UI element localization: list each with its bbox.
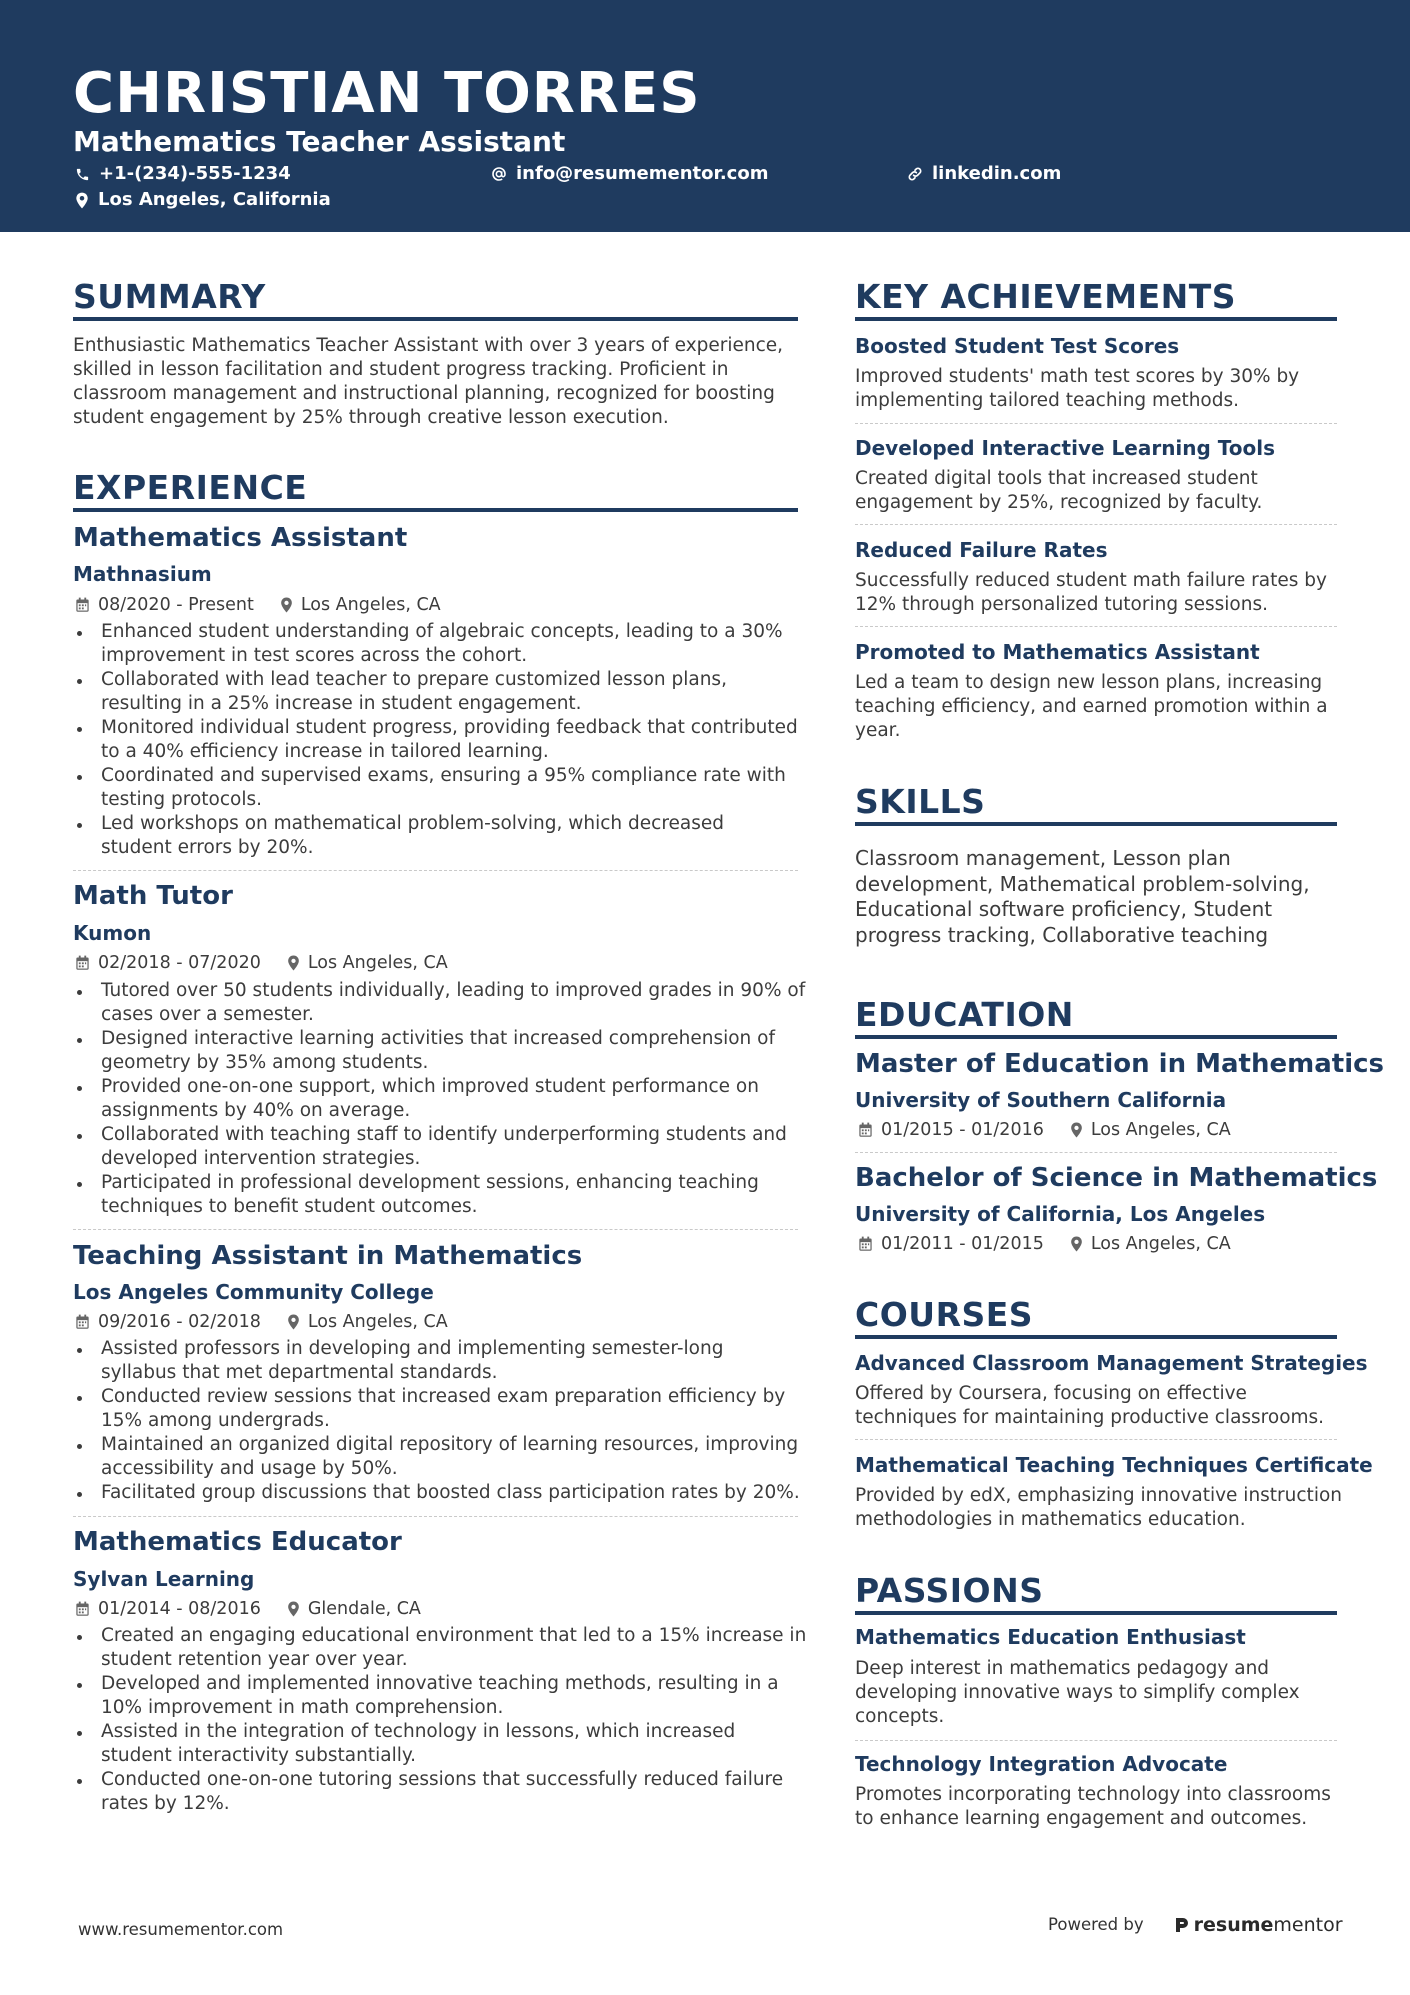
- list-item: Enhanced student understanding of algebraic concepts, leading to a 30% improvement in test scores across the cohort.: [73, 620, 813, 668]
- location-pin-icon: [287, 1601, 300, 1617]
- footer-powered-by: [1048, 1914, 1343, 1936]
- contact-email[interactable]: [491, 162, 768, 186]
- achievement-title: Reduced Failure Rates: [855, 538, 1108, 562]
- job-title: Mathematics Educator: [73, 1527, 402, 1557]
- list-item: Monitored individual student progress, providing feedback that contributed to a 40% efficiency increase in tailored learning.: [73, 716, 813, 764]
- job-company: Kumon: [73, 921, 152, 945]
- divider: [855, 1740, 1337, 1741]
- list-item: Led workshops on mathematical problem-solving, which decreased student errors by 20%.: [73, 812, 813, 860]
- contact-linkedin[interactable]: [907, 162, 1061, 186]
- list-item: Collaborated with lead teacher to prepare customized lesson plans, resulting in a 25% increase in student engagement.: [73, 668, 813, 716]
- list-item: Tutored over 50 students individually, leading to improved grades in 90% of cases over a semester.: [73, 979, 813, 1027]
- phone-text: +1-(234)-555-1234: [99, 163, 291, 184]
- calendar-icon: [75, 1314, 90, 1330]
- education-dates: 01/2011 - 01/2015: [881, 1234, 1044, 1254]
- location-pin-icon: [75, 192, 89, 209]
- resumementor-logo[interactable]: [1174, 1914, 1343, 1936]
- job-dates: 01/2014 - 08/2016: [98, 1599, 261, 1619]
- contact-location: [75, 188, 331, 212]
- divider: [73, 1516, 798, 1517]
- calendar-icon: [75, 955, 90, 971]
- divider: [855, 1152, 1337, 1153]
- list-item: Provided one-on-one support, which improved student performance on assignments by 40% on average.: [73, 1075, 813, 1123]
- location-pin-icon: [287, 955, 300, 971]
- candidate-role: Mathematics Teacher Assistant: [73, 125, 566, 158]
- divider: [73, 870, 798, 871]
- at-icon: [491, 166, 507, 182]
- job-company: Sylvan Learning: [73, 1567, 255, 1591]
- job-location: Los Angeles, CA: [280, 594, 441, 616]
- course-title: Mathematical Teaching Techniques Certificate: [855, 1453, 1373, 1477]
- footer-website-link[interactable]: www.resumementor.com: [78, 1920, 284, 1939]
- skills-heading: SKILLS: [855, 782, 986, 821]
- achievement-title: Boosted Student Test Scores: [855, 334, 1180, 358]
- linkedin-text: linkedin.com: [932, 163, 1062, 184]
- location-pin-icon: [1070, 1236, 1083, 1252]
- brand-bold: resume: [1193, 1914, 1274, 1936]
- passion-text: Deep interest in mathematics pedagogy and developing innovative ways to simplify complex concepts.: [855, 1658, 1300, 1727]
- course-text: Provided by edX, emphasizing innovative instruction methodologies in mathematics education.: [855, 1485, 1342, 1530]
- list-item: Participated in professional development sessions, enhancing teaching techniques to benefit student outcomes.: [73, 1171, 813, 1219]
- education-location: Los Angeles, CA: [1070, 1233, 1231, 1255]
- job-bullets: [73, 620, 813, 860]
- summary-rule: [73, 317, 798, 321]
- list-item: Created an engaging educational environment that led to a 15% increase in student retention year over year.: [73, 1624, 813, 1672]
- phone-icon: [75, 167, 90, 182]
- divider: [855, 1439, 1337, 1440]
- location-pin-icon: [280, 597, 293, 613]
- job-title: Teaching Assistant in Mathematics: [73, 1241, 583, 1271]
- school-name: University of Southern California: [855, 1088, 1227, 1112]
- resume-header: [0, 0, 1410, 232]
- job-meta: [75, 952, 448, 974]
- location-pin-icon: [287, 1314, 300, 1330]
- school-name: University of California, Los Angeles: [855, 1202, 1266, 1226]
- courses-rule: [855, 1335, 1337, 1339]
- job-location: Los Angeles, CA: [287, 1311, 448, 1333]
- list-item: Maintained an organized digital repository of learning resources, improving accessibility and usage by 50%.: [73, 1433, 813, 1481]
- job-location: Los Angeles, CA: [287, 952, 448, 974]
- powered-by-label: Powered by: [1048, 1915, 1144, 1934]
- job-meta: [75, 1598, 421, 1620]
- achievement-text: Created digital tools that increased student engagement by 25%, recognized by faculty.: [855, 468, 1263, 513]
- candidate-name: CHRISTIAN TORRES: [73, 61, 701, 126]
- contact-phone[interactable]: [75, 162, 291, 186]
- list-item: Facilitated group discussions that boosted class participation rates by 20%.: [73, 1481, 813, 1505]
- location-text: Los Angeles, California: [98, 189, 331, 210]
- achievements-rule: [855, 317, 1337, 321]
- experience-heading: EXPERIENCE: [73, 468, 308, 507]
- calendar-icon: [858, 1122, 873, 1138]
- divider: [855, 524, 1337, 525]
- resumementor-logo-icon: [1174, 1916, 1190, 1934]
- job-company: Mathnasium: [73, 562, 212, 586]
- achievements-heading: KEY ACHIEVEMENTS: [855, 277, 1237, 316]
- job-dates: 02/2018 - 07/2020: [98, 953, 261, 973]
- passion-title: Technology Integration Advocate: [855, 1752, 1228, 1776]
- job-dates: 08/2020 - Present: [98, 595, 254, 615]
- location-pin-icon: [1070, 1122, 1083, 1138]
- summary-heading: SUMMARY: [73, 277, 266, 316]
- list-item: Designed interactive learning activities that increased comprehension of geometry by 35% among students.: [73, 1027, 813, 1075]
- email-text: info@resumementor.com: [516, 163, 769, 184]
- list-item: Developed and implemented innovative teaching methods, resulting in a 10% improvement in math comprehension.: [73, 1672, 813, 1720]
- skills-rule: [855, 822, 1337, 826]
- education-dates: 01/2015 - 01/2016: [881, 1120, 1044, 1140]
- skills-text: Classroom management, Lesson plan development, Mathematical problem-solving, Educational software proficiency, Student progress tracking, Collaborative teaching: [855, 846, 1310, 947]
- list-item: Coordinated and supervised exams, ensuring a 95% compliance rate with testing protocols.: [73, 764, 813, 812]
- degree-title: Bachelor of Science in Mathematics: [855, 1163, 1378, 1193]
- experience-rule: [73, 508, 798, 512]
- education-meta: [858, 1233, 1231, 1255]
- achievement-text: Led a team to design new lesson plans, increasing teaching efficiency, and earned promotion within a year.: [855, 672, 1328, 741]
- course-text: Offered by Coursera, focusing on effective techniques for maintaining productive classrooms.: [855, 1383, 1325, 1428]
- courses-heading: COURSES: [855, 1295, 1034, 1334]
- list-item: Conducted review sessions that increased exam preparation efficiency by 15% among undergrads.: [73, 1385, 813, 1433]
- achievement-title: Promoted to Mathematics Assistant: [855, 640, 1260, 664]
- education-heading: EDUCATION: [855, 995, 1074, 1034]
- divider: [855, 423, 1337, 424]
- achievement-title: Developed Interactive Learning Tools: [855, 436, 1276, 460]
- passions-heading: PASSIONS: [855, 1571, 1044, 1610]
- education-meta: [858, 1119, 1231, 1141]
- education-location: Los Angeles, CA: [1070, 1119, 1231, 1141]
- divider: [73, 1229, 798, 1230]
- calendar-icon: [75, 597, 90, 613]
- degree-title: Master of Education in Mathematics: [855, 1049, 1384, 1079]
- list-item: Conducted one-on-one tutoring sessions that successfully reduced failure rates by 12%.: [73, 1768, 813, 1816]
- job-dates: 09/2016 - 02/2018: [98, 1312, 261, 1332]
- job-bullets: [73, 1337, 813, 1505]
- job-meta: [75, 1311, 448, 1333]
- job-bullets: [73, 1624, 813, 1816]
- calendar-icon: [75, 1601, 90, 1617]
- achievement-text: Improved students' math test scores by 30% by implementing tailored teaching methods.: [855, 366, 1300, 411]
- job-meta: [75, 594, 441, 616]
- course-title: Advanced Classroom Management Strategies: [855, 1351, 1368, 1375]
- achievement-text: Successfully reduced student math failure rates by 12% through personalized tutoring sessions.: [855, 570, 1327, 615]
- passion-title: Mathematics Education Enthusiast: [855, 1625, 1246, 1649]
- summary-text: Enthusiastic Mathematics Teacher Assistant with over 3 years of experience, skilled in lesson facilitation and student progress tracking. Proficient in classroom management and instructional planning, recognized for boosting student engagement by 25% through creative lesson execution.: [73, 335, 784, 428]
- passions-rule: [855, 1611, 1337, 1615]
- job-title: Math Tutor: [73, 881, 233, 911]
- job-title: Mathematics Assistant: [73, 523, 408, 553]
- link-icon: [907, 166, 923, 182]
- brand-light: mentor: [1273, 1914, 1343, 1936]
- job-bullets: [73, 979, 813, 1219]
- list-item: Collaborated with teaching staff to identify underperforming students and developed intervention strategies.: [73, 1123, 813, 1171]
- education-rule: [855, 1035, 1337, 1039]
- passion-text: Promotes incorporating technology into classrooms to enhance learning engagement and outcomes.: [855, 1784, 1331, 1829]
- list-item: Assisted professors in developing and implementing semester-long syllabus that met departmental standards.: [73, 1337, 813, 1385]
- list-item: Assisted in the integration of technology in lessons, which increased student interactivity substantially.: [73, 1720, 813, 1768]
- job-location: Glendale, CA: [287, 1598, 421, 1620]
- divider: [855, 626, 1337, 627]
- calendar-icon: [858, 1236, 873, 1252]
- job-company: Los Angeles Community College: [73, 1280, 434, 1304]
